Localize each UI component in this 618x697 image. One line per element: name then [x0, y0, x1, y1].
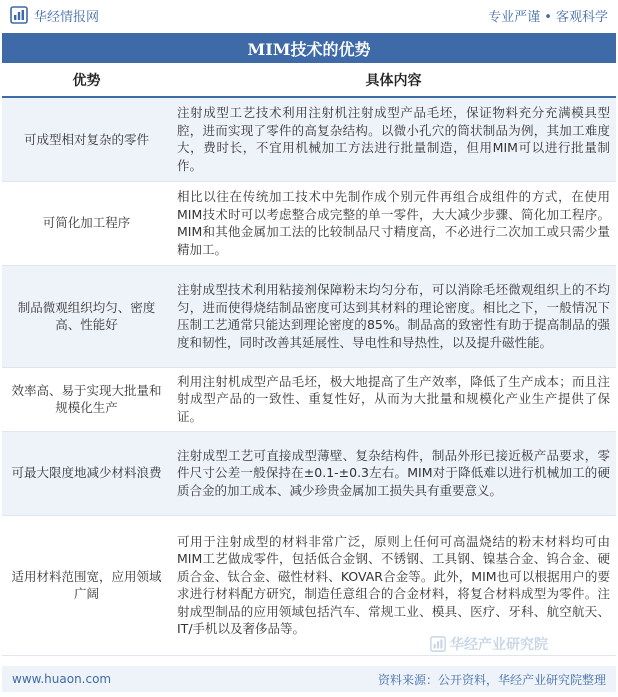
advantage-cell: 可最大限度地减少材料浪费 — [2, 431, 171, 515]
column-header-detail: 具体内容 — [171, 64, 616, 97]
top-bar — [0, 0, 618, 30]
column-header-advantage: 优势 — [2, 64, 171, 97]
advantage-cell: 适用材料范围宽，应用领域广阔 — [2, 515, 171, 655]
advantage-cell: 可简化加工程序 — [2, 181, 171, 265]
table-row — [2, 265, 616, 367]
footer — [2, 666, 616, 692]
advantage-cell: 制品微观组织均匀、密度高、性能好 — [2, 265, 171, 367]
table-row — [2, 367, 616, 431]
advantage-cell: 效率高、易于实现大批量和规模化生产 — [2, 367, 171, 431]
table-row — [2, 431, 616, 515]
table-row — [2, 97, 616, 181]
watermark-text: 华经产业研究院 — [450, 637, 548, 653]
brand-name: 华经情报网 — [34, 9, 100, 25]
logo-icon — [10, 6, 28, 24]
footer-url[interactable]: www.huaon.com — [12, 672, 112, 686]
detail-cell: 利用注射机成型产品毛坯，极大地提高了生产效率，降低了生产成本；而且注射成型产品的一致性、重复性好，从而为大批量和规模化产业生产提供了保证。 — [171, 367, 616, 431]
detail-cell: 注射成型工艺技术利用注射机注射成型产品毛坯，保证物料充分充满模具型腔，进而实现了零件的高复杂结构。以微小孔穴的筒状制品为例，其加工难度大，费时长，不宜用机械加工方法进行批量制造，但用MIM可以进行批量制作。 — [171, 97, 616, 181]
detail-cell: 相比以往在传统加工技术中先制作成个别元件再组合成组件的方式，在使用MIM技术时可以考虑整合成完整的单一零件，大大减少步骤、简化加工程序。MIM和其他金属加工法的比较制品尺寸精度高，不必进行二次加工或只需少量精加工。 — [171, 181, 616, 265]
table-row — [2, 181, 616, 265]
advantage-cell: 可成型相对复杂的零件 — [2, 97, 171, 181]
slogan: 专业严谨 • 客观科学 — [488, 9, 608, 25]
table-title: MIM技术的优势 — [2, 33, 616, 63]
detail-cell: 注射成型技术利用粘接剂保障粉末均匀分布，可以消除毛坯微观组织上的不均匀，进而使得烧结制品密度可达到其材料的理论密度。相比之下，一般情况下压制工艺通常只能达到理论密度的85%。制品高的致密性有助于提高制品的强度和韧性，同时改善其延展性、导电性和导热性，以及提升磁性能。 — [171, 265, 616, 367]
detail-cell: 可用于注射成型的材料非常广泛，原则上任何可高温烧结的粉末材料均可由MIM工艺做成零件，包括低合金钢、不锈钢、工具钢、镍基合金、钨合金、硬质合金、钛合金、磁性材料、KOVAR合金等。此外，MIM也可以根据用户的要求进行材料配方研究，制造任意组合的合金材料，将复合材料成型为零件。注射成型制品的应用领域包括汽车、常规工业、模具、医疗、牙科、航空航天、IT/手机以及奢侈品等。 — [171, 515, 616, 655]
detail-cell: 注射成型工艺可直接成型薄壁、复杂结构件，制品外形已接近极产品要求，零件尺寸公差一般保持在±0.1-±0.3左右。MIM对于降低难以进行机械加工的硬质合金的加工成本、减少珍贵金属加工损失具有重要意义。 — [171, 431, 616, 515]
footer-source: 资料来源：公开资料，华经产业研究院整理 — [377, 672, 606, 687]
table-row — [2, 515, 616, 655]
header-row — [2, 64, 616, 97]
brand[interactable] — [10, 6, 99, 25]
advantages-table — [2, 64, 616, 656]
